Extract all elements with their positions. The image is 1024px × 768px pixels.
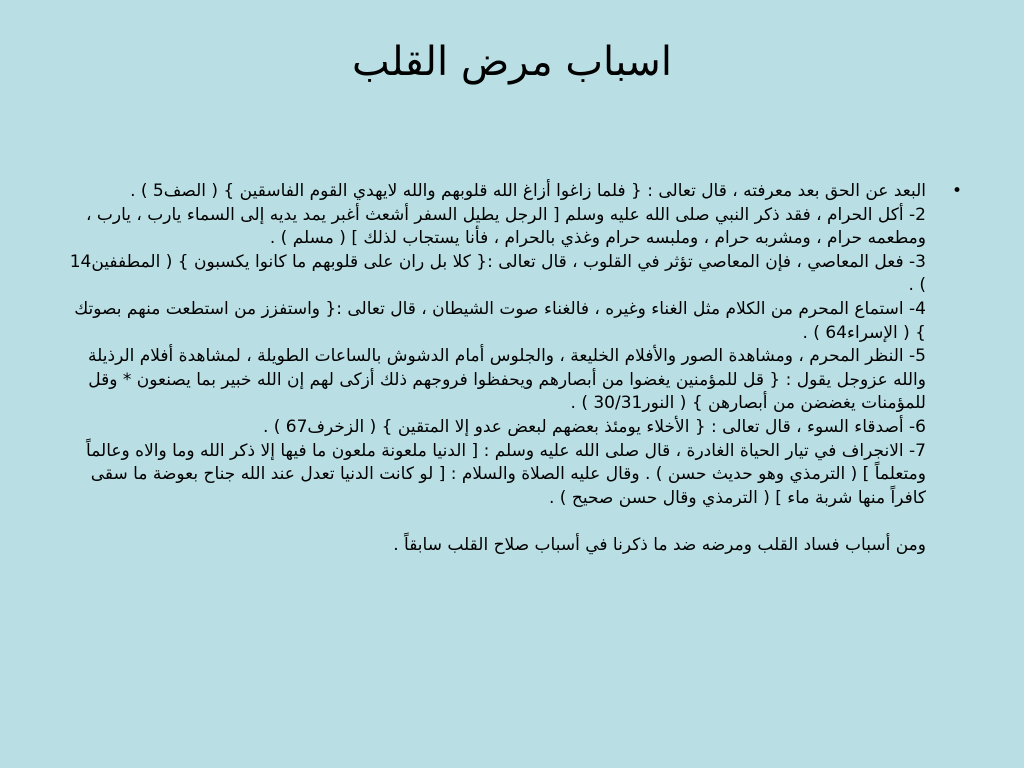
slide-body (62, 180, 926, 558)
paragraph-4: 4- استماع المحرم من الكلام مثل الغناء وغيره ، فالغناء صوت الشيطان ، قال تعالى :{ واستفزز من استطعت منهم بصوتك } ( الإسراء64 ) . (74, 298, 926, 343)
paragraph-7: 7- الانجراف في تيار الحياة الغادرة ، قال صلى الله عليه وسلم : [ الدنيا ملعونة ملعون ما فيها إلا ذكر الله وما والاه وعالماً ومتعلماً ] ( الترمذي وهو حديث حسن ) . وقال عليه الصلاة والسلام : [ لو كانت الدنيا تعدل عند الله جناح بعوضة ما سقى كافراً منها شربة ماء ] ( الترمذي وقال حسن صحيح ) . (86, 440, 926, 508)
slide-title: اسباب مرض القلب (352, 39, 672, 85)
paragraph-spacer (62, 510, 926, 534)
paragraph-2: 2- أكل الحرام ، فقد ذكر النبي صلى الله عليه وسلم [ الرجل يطيل السفر أشعث أغبر يمد يديه إلى السماء يارب ، يارب ، ومطعمه حرام ، ومشربه حرام ، وملبسه حرام وغذي بالحرام ، فأنا يستجاب لذلك ] ( مسلم ) . (85, 204, 926, 249)
paragraph-5: 5- النظر المحرم ، ومشاهدة الصور والأفلام الخليعة ، والجلوس أمام الدشوش بالساعات الطويلة ، لمشاهدة أفلام الرذيلة والله عزوجل يقول : { قل للمؤمنين يغضوا من أبصارهم ويحفظوا فروجهم ذلك أزكى لهم إن الله خبير بما يصنعون * وقل للمؤمنات يغضضن من أبصارهن } ( النور30/31 ) . (88, 346, 926, 414)
closing-paragraph: ومن أسباب فساد القلب ومرضه ضد ما ذكرنا في أسباب صلاح القلب سابقاً . (393, 534, 926, 555)
paragraph-1: البعد عن الحق بعد معرفته ، قال تعالى : { فلما زاغوا أزاغ الله قلوبهم والله لايهدي القوم الفاسقين } ( الصف5 ) . (130, 181, 926, 201)
bullet-marker: • (952, 181, 963, 201)
paragraph-6: 6- أصدقاء السوء ، قال تعالى : { الأخلاء يومئذ بعضهم لبعض عدو إلا المتقين } ( الزخرف67 ) . (262, 416, 926, 437)
paragraph-3: 3- فعل المعاصي ، فإن المعاصي تؤثر في القلوب ، قال تعالى :{ كلا بل ران على قلوبهم ما كانوا يكسبون } ( المطففين14 ) . (69, 251, 926, 296)
